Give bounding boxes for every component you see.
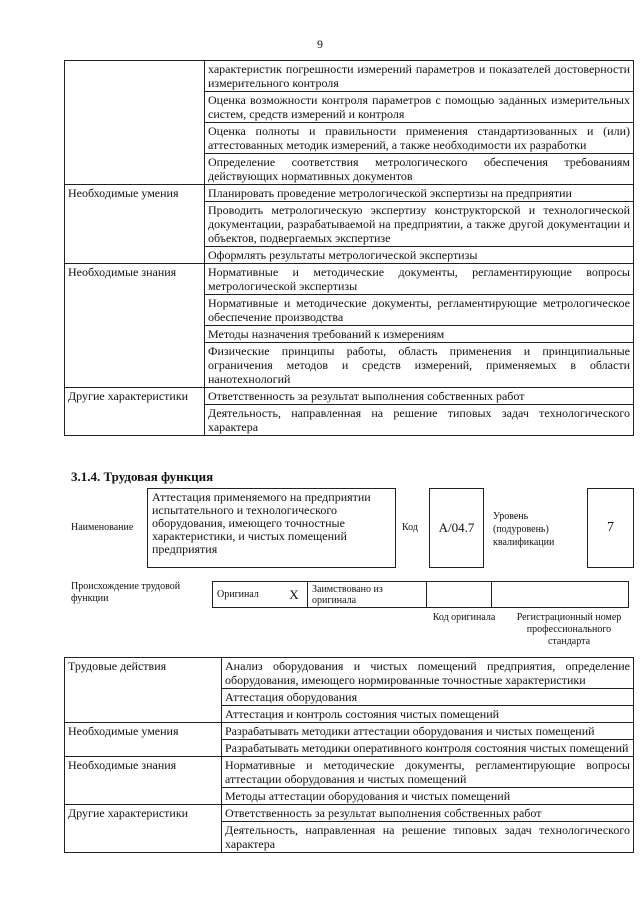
section-title: 3.1.4. Трудовая функция <box>71 469 214 484</box>
table-cell: Разрабатывать методики аттестации оборудования и чистых помещений <box>222 723 634 740</box>
table-cell: Оценка возможности контроля параметров с помощью заданных измерительных систем, средств измерений и контроля <box>205 92 634 123</box>
function-code-field: A/04.7 <box>429 488 484 568</box>
table-cell: Анализ оборудования и чистых помещений предприятия, определение оборудования, имеющего нормированные точностные характеристики <box>222 658 634 689</box>
code-original-caption: Код оригинала <box>432 612 496 623</box>
row-heading: Необходимые знания <box>65 264 205 388</box>
origin-code-cell <box>427 582 492 608</box>
table-cell: Определение соответствия метрологического обеспечения требованиям действующих нормативных документов <box>205 154 634 185</box>
table-cell: Оформлять результаты метрологической экспертизы <box>205 247 634 264</box>
table-row <box>65 658 634 689</box>
table-row <box>65 723 634 740</box>
name-label: Наименование <box>71 522 134 533</box>
table-cell: Оценка полноты и правильности применения стандартизованных и (или) аттестованных методик измерений, а также необходимости их разработки <box>205 123 634 154</box>
table-cell: Деятельность, направленная на решение типовых задач технологического характера <box>222 822 634 853</box>
table-row <box>65 61 634 92</box>
original-label: Оригинал <box>213 582 282 608</box>
row-heading: Необходимые знания <box>65 757 222 805</box>
table-cell: Нормативные и методические документы, регламентирующие метрологическое обеспечение производства <box>205 295 634 326</box>
page-number: 9 <box>317 37 323 51</box>
original-mark: X <box>281 582 308 608</box>
table-cell: Нормативные и методические документы, регламентирующие вопросы метрологической экспертизы <box>205 264 634 295</box>
table-row <box>65 757 634 788</box>
borrowed-label: Заимствовано из оригинала <box>308 582 427 608</box>
table-cell: Проводить метрологическую экспертизу конструкторской и технологической документации, разрабатываемой на предприятии, а также другой документации и объектов, подвергаемых экспертизе <box>205 202 634 247</box>
table-cell: характеристик погрешности измерений параметров и показателей достоверности измерительного контроля <box>205 61 634 92</box>
registration-caption: Регистрационный номер профессионального стандарта <box>516 612 622 647</box>
competency-table-continued <box>64 60 634 436</box>
row-heading: Другие характеристики <box>65 805 222 853</box>
qualification-level-field: 7 <box>587 488 634 568</box>
table-cell: Ответственность за результат выполнения собственных работ <box>222 805 634 822</box>
row-heading: Другие характеристики <box>65 388 205 436</box>
origin-label: Происхождение трудовой функции <box>71 581 181 604</box>
table-row <box>65 185 634 202</box>
row-heading: Необходимые умения <box>65 185 205 264</box>
table-cell: Деятельность, направленная на решение типовых задач технологического характера <box>205 405 634 436</box>
row-heading <box>65 61 205 185</box>
level-label: Уровень (подуровень) квалификации <box>493 511 555 548</box>
table-cell: Аттестация и контроль состояния чистых помещений <box>222 706 634 723</box>
table-row <box>213 582 629 608</box>
table-row <box>65 805 634 822</box>
table-cell: Методы аттестации оборудования и чистых помещений <box>222 788 634 805</box>
row-heading: Трудовые действия <box>65 658 222 723</box>
table-row <box>65 388 634 405</box>
table-cell: Разрабатывать методики оперативного контроля состояния чистых помещений <box>222 740 634 757</box>
table-cell: Планировать проведение метрологической экспертизы на предприятии <box>205 185 634 202</box>
function-name-field: Аттестация применяемого на предприятии испытательного и технологического оборудования, имеющего точностные характеристики, и чистых помещений предприятия <box>147 488 396 568</box>
row-heading: Необходимые умения <box>65 723 222 757</box>
table-cell: Методы назначения требований к измерениям <box>205 326 634 343</box>
table-cell: Аттестация оборудования <box>222 689 634 706</box>
table-cell: Нормативные и методические документы, регламентирующие вопросы аттестации оборудования и чистых помещений <box>222 757 634 788</box>
registration-number-cell <box>492 582 629 608</box>
code-label: Код <box>402 522 418 533</box>
table-row <box>65 264 634 295</box>
table-cell: Ответственность за результат выполнения собственных работ <box>205 388 634 405</box>
table-cell: Физические принципы работы, область применения и принципиальные ограничения методов и средств измерений, применяемых в области нанотехнологий <box>205 343 634 388</box>
labor-function-table <box>64 657 634 853</box>
origin-table <box>212 581 629 608</box>
